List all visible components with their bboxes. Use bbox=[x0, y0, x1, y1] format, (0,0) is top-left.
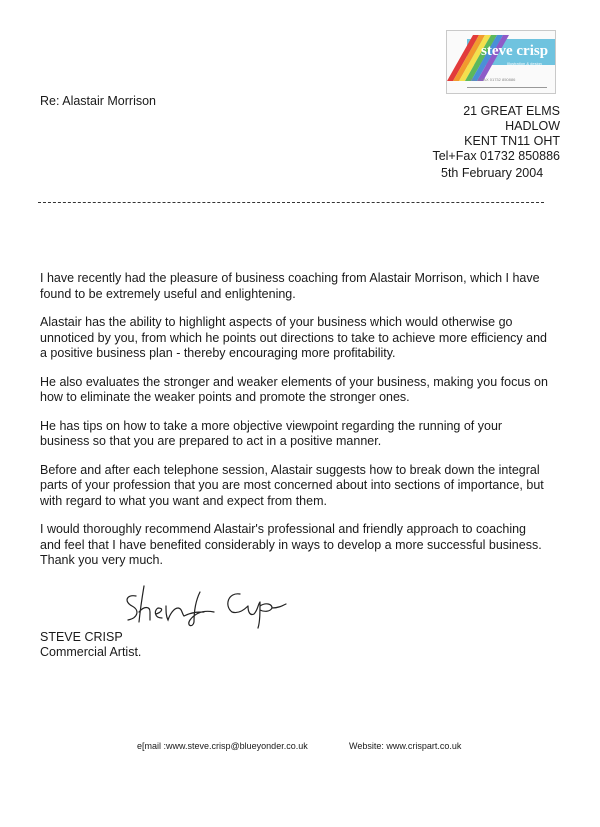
address-line: 21 GREAT ELMS bbox=[463, 104, 560, 118]
address-line: KENT TN11 OHT bbox=[464, 134, 560, 148]
signatory-title: Commercial Artist. bbox=[40, 645, 142, 659]
paragraph: He also evaluates the stronger and weaker elements of your business, making you focus on how to eliminate the weaker points and promote the stronger ones. bbox=[40, 374, 548, 404]
paragraph: He has tips on how to take a more objective viewpoint regarding the running of your business so that you are prepared to act in a positive manner. bbox=[40, 418, 503, 448]
letter-body bbox=[40, 271, 550, 582]
footer-email: e[mail :www.steve.crisp@blueyonder.co.uk bbox=[137, 741, 308, 751]
logo-name: steve crisp bbox=[481, 43, 549, 59]
handwritten-signature bbox=[122, 582, 292, 630]
address-line: Tel+Fax 01732 850886 bbox=[432, 149, 560, 163]
address-line: HADLOW bbox=[505, 119, 560, 133]
divider bbox=[38, 202, 544, 203]
footer-website: Website: www.crispart.co.uk bbox=[349, 741, 462, 751]
paragraph: Before and after each telephone session, Alastair suggests how to break down the integral parts of your profession that you are most concerned about into sections of importance, but with regard to what you want and expect from them. bbox=[40, 462, 544, 508]
signatory-name: STEVE CRISP bbox=[40, 630, 123, 644]
paragraph: I would thoroughly recommend Alastair's professional and friendly approach to coaching and feel that I have benefited considerably in ways to develop a more successful business. Thank you very much. bbox=[40, 522, 542, 567]
letter-date: 5th February 2004 bbox=[441, 166, 544, 180]
subject-line: Re: Alastair Morrison bbox=[40, 94, 157, 108]
company-logo bbox=[446, 30, 556, 94]
sender-address bbox=[432, 104, 560, 164]
logo-subtitle: Illustration & design bbox=[507, 61, 542, 66]
signatory bbox=[40, 630, 141, 660]
logo-tel: TEL & FAX 01732 850886 bbox=[469, 77, 516, 82]
paragraph: Alastair has the ability to highlight aspects of your business which would otherwise go unnoticed by you, from which he points out directions to take to achieve more efficiency and a positive business plan - thereby encouraging more profitability. bbox=[40, 315, 548, 360]
paragraph: I have recently had the pleasure of business coaching from Alastair Morrison, which I have found to be extremely useful and enlightening. bbox=[40, 271, 540, 301]
